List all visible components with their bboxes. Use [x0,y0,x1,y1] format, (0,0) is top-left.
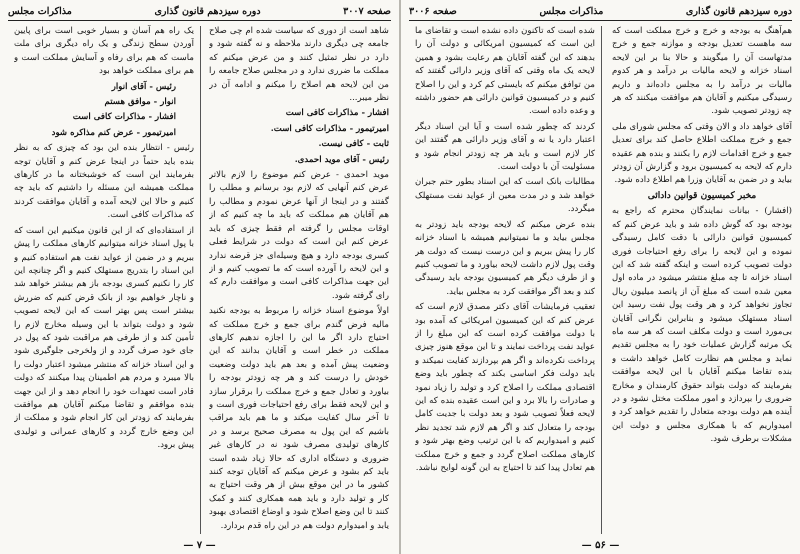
paragraph: از استفاده‌ای که از این قانون میکنیم این است که با پول اسناد خزانه میتوانیم کارهای مملکت را پیش ببریم و در ضمن از عواید نفت هم استفاده کنیم و این اسناد را بتدریج مستهلک کنیم و اگر چنانچه این کار را نکنیم کسری بودجه باز هم بیشتر خواهد شد و ناچار خواهیم بود از بانک قرض کنیم که ضررش بیشتر است پس بهتر است که این لایحه تصویب شود و دولت بتواند با این وسیله مخارج لازم را تأمین کند و از طرفی هم مراقبت شود که پول در جای خود صرف گردد و از ولخرجی جلوگیری شود و این اسناد خزانه که منتشر میشود اعتبار دولت را بالا میبرد و مردم هم اطمینان پیدا میکنند که دولت قادر است تعهدات خود را انجام دهد و از این جهت بنده موافقم و تقاضا میکنم آقایان هم موافقت بفرمایند که زودتر این کار انجام شود و مملکت از این وضع خارج گردد و کارهای عمرانی و تولیدی پیش برود. [14,225,194,451]
right-page-session: دوره سیزدهم قانون گذاری [685,5,792,17]
section-heading: مخبر کمیسیون قوانین دادائی [647,190,757,201]
left-page-number: صفحه ۳۰۰۷ [343,5,391,17]
paragraph: موید احمدی - عرض کنم موضوع را لازم بالاتر عرض کنم آنهایی که لازم بود برسانم و مطلب را گفتند و در اینجا از آنها عرض نمودم و مطالب را هم آقایان هم مملکت که باید ما چه کنیم که از اوقات مجلس را گرفته ام فقط چیزی که باید عرض کنم این است که دولت در شرایط فعلی کسری بودجه دارد و هیچ وسیله‌ای جز قرضه ندارد و این لایحه را آورده است که ما تصویب کنیم و از این جهت مذاکرات کافی است و موافقت دارم که رای گرفته شود. [209,170,389,301]
paragraph: شده است که تاکنون داده نشده است و تقاضای ما این است که کمیسیون امریکائی و دولت آن را بدهند که این گفته آقایان هم رعایت بشود و همین لایحه یک ماه وقتی که آقای وزیر دارائی گفتند که من توافق میکنم که بایستی کم کرد و این را اصلاح کنیم و در کمیسیون قوانین دارائی هم حضور داشته و وعده داده است. [415,26,595,117]
paragraph: اولاً موضوع اسناد خزانه را مربوط به بودجه نکنید مالیه فرض گندم برای جمع و خرج مملکت که احتیاج دارد اگر ما این را اجازه ندهیم کارهای مملکت در خطر است و آقایان بدانند که این وضعیت پیش آمده و بعد هم باید دولت وضعیت خودش را درست کند و هر چه زودتر بودجه را بیاورد و تعادل جمع و خرج مملکت را برقرار سازد و این لایحه فقط برای رفع احتیاجات فوری است و تا آخر سال کفایت میکند و ما هم باید مراقب باشیم که این پول به مصرف صحیح برسد و در کارهای تولیدی مصرف شود نه در کارهای غیر ضروری و دستگاه اداری که حالا زیاد شده است باید کم بشود و عرض میکنم که آقایان توجه کنند کشور ما در این موقع بیش از هر وقت احتیاج به کار و تولید دارد و باید همه همکاری کنند و کمک کنند تا این وضع اصلاح شود و اوضاع اقتصادی بهبود یابد و امیدوارم دولت هم در این راه قدم بردارد. [209,306,389,531]
left-page-column-left [14,25,194,537]
paragraph: رئیس - انتظار بنده این بود که چیزی که به نظر بنده باید حتماً در اینجا عرض کنم و آقایان توجه بفرمایند این است که خوشبختانه ما در کارهای مملکت همیشه این مسئله را داشتیم که باید چه کنیم و حالا این لایحه آمده و آقایان موافقت کردند که مذاکرات کافی است. [14,143,194,221]
left-page-header [8,4,391,18]
right-header-rule [409,20,792,21]
paragraph: بنده عرض میکنم که لایحه بودجه باید زودتر به مجلس بیاید و ما نمیتوانیم همیشه با اسناد خزانه کار را پیش ببریم و این درست نیست که دولت هر وقت پول لازم داشت لایحه بیاورد و ما تصویب کنیم و از طرف دیگر هم کمیسیون بودجه باید رسیدگی کند و بعد اگر موافقت کرد به مجلس بیاید. [415,219,595,297]
right-page [401,0,800,554]
right-page-number: صفحه ۳۰۰۶ [409,5,457,17]
speaker-line: امیرتیمور - عرض کنم مذاکره شود [51,127,176,138]
right-page-column-left [415,25,595,537]
speaker-line: انوار - موافق هستم [104,97,176,108]
right-page-folio: — ۵۶ — [581,540,620,551]
left-page-section: مذاکرات مجلس [8,5,72,17]
paragraph: شاهد است از دوری که سیاست شده ام چی صلاح جامعه چی دیگری دارند ملاحظه و نه گفته شود و دارد در نظر تمثیل کنند و من عرض میکنم که مملکت ما ضرری ندارد و در مجلس صلاح جامعه را من این لایحه هم اصلاح را میکنم و ادامه آن در نظر میبر... [209,26,389,104]
paragraph: هم‌آهنگ به بودجه و خرج و خرج مملکت است که سه ماهست تعدیل بودجه و موازنه جمع و خرج مدتهاست آن را میگویند و حالا بنا بر این لایحه اسناد خزانه و لایحه مالیات بر درآمد و هر کدوم مالیات بر درآمد را به مجلس داده‌اند و داریم رسیدگی میکنیم و آقایان هم موافقت میکنند که هر چه زودتر تصویب شود. [612,26,792,117]
speaker-line: امیرتیمور - مذاکرات کافی است. [270,123,389,134]
speaker-line: ثابت - کافی نیست. [318,139,389,150]
speaker-line: افشار - مذاکرات کافی است [285,108,389,119]
right-page-section: مذاکرات مجلس [539,5,604,17]
left-header-rule [8,20,391,21]
right-page-column-right [612,25,792,537]
paragraph: مطالبات بانک است که این اسناد بطور حتم جبران خواهد شد و در مدت معین از عواید نفت مستهلک میگردد. [415,177,595,215]
paragraph: یک راه هم آسان و بسیار خوبی است برای پایین آوردن سطح زندگی و یک راه دیگری برای ملت ماست که هم برای رفاه و آسایش مملکت است و هم برای مملکت خواهد بود [14,26,194,77]
column-divider [601,26,602,534]
speaker-line: رئیس - آقای موید احمدی. [294,154,389,165]
paragraph: آقای خواهد داد و الان وقتی که مجلس شورای ملی جمع و خرج مملکت اطلاع حاصل کند برای تعدیل جمع و خرج اقدامات لازم را بکنند و بنده هم عقیده دارم که لایحه به کمیسیون برود و گزارش آن زودتر بیاید و در ضمن به آقایان وزرا هم اطلاع داده شود. [612,121,792,186]
right-page-header [409,4,792,18]
left-page-column-right [209,25,389,537]
paragraph: کردند که چطور شده است و آیا این اسناد دیگر اعتبار دارد یا نه و آقای وزیر دارائی هم گفتند این کار لازم است و باید هر چه زودتر انجام شود و مسئولیت آن با دولت است. [415,121,595,173]
column-divider [200,26,201,534]
left-page-session: دوره سیزدهم قانون گذاری [154,5,261,17]
paragraph: (افشار) - بیانات نمایندگان محترم که راجع به بودجه بود که گوش داده شد و باید عرض کنم که کمیسیون قوانین دارائی با دقت کامل رسیدگی نموده و این لایحه را برای رفع احتیاجات فوری دولت تصویب کرده است و اینکه گفته شد که این اسناد خزانه تا چه مبلغ منتشر میشود در ماده اول معین شده است که مبلغ آن از پانصد میلیون ریال تجاوز نخواهد کرد و هر وقت پول نفت رسید این اسناد مستهلک میشود و بنابراین نگرانی آقایان بی‌مورد است و دولت مکلف است که هر سه ماه یک مرتبه گزارش عملیات خود را به مجلس تقدیم نماید و مجلس هم نظارت کامل خواهد داشت و بنده تقاضا میکنم آقایان با این لایحه موافقت بفرمایند که دولت بتواند حقوق کارمندان و مخارج ضروری را بپردازد و امور مملکت مختل نشود و در آینده هم دولت بودجه متعادل را تقدیم خواهد کرد و امیدواریم که با همکاری مجلس و دولت این مشکلات برطرف شود. [612,206,792,445]
paragraph: تعقیب فرمایشات آقای دکتر مصدق لازم است که عرض کنم که این کمیسیون امریکائی که آمده بود با دولت موافقت کرده است که این مبلغ را از عواید نفت پرداخت نمایند و تا این موقع هنوز چیزی پرداخت نکرده‌اند و اگر هم بپردازند کفایت نمیکند و باید دولت فکر اساسی بکند که چطور باید وضع اقتصادی مملکت را اصلاح کرد و تولید را زیاد نمود و صادرات را بالا برد و این است عقیده بنده که این لایحه فعلاً تصویب شود و بعد دولت با جدیت کامل بودجه را متعادل کند و اگر هم لازم شد تجدید نظر کنیم و امیدواریم که با این ترتیب وضع بهتر شود و کارهای مملکت اصلاح گردد و جمع و خرج مملکت هم تعادل پیدا کند تا احتیاج به این گونه لوایح نباشد. [415,302,595,473]
left-page-folio: — ۷ — [183,540,216,551]
speaker-line: رئیس - آقای انوار [111,81,176,92]
left-page [0,0,399,554]
speaker-line: افشار - مذاکرات کافی است [72,112,176,123]
